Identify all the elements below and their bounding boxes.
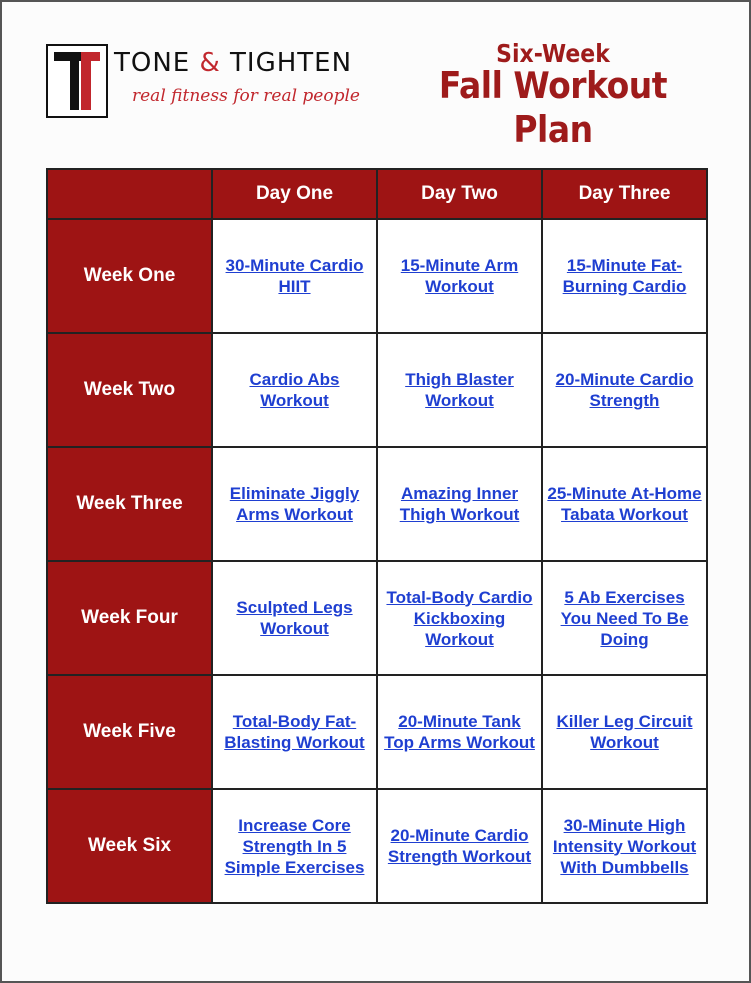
workout-link[interactable]: 20-Minute Cardio Strength bbox=[555, 370, 694, 410]
row-header-week-one: Week One bbox=[47, 219, 212, 333]
table-cell bbox=[212, 789, 377, 903]
table-corner-cell bbox=[47, 169, 212, 219]
table-row-week-one bbox=[47, 219, 707, 333]
table-row-week-six bbox=[47, 789, 707, 903]
brand-name-part1: TONE bbox=[114, 48, 191, 78]
workout-link[interactable]: Total-Body Fat-Blasting Workout bbox=[224, 712, 365, 752]
brand-ampersand: & bbox=[199, 48, 221, 78]
title-heading: Fall Workout Plan bbox=[438, 64, 668, 151]
table-cell bbox=[212, 219, 377, 333]
table-cell bbox=[377, 333, 542, 447]
column-header-day-two: Day Two bbox=[377, 169, 542, 219]
row-header-week-two: Week Two bbox=[47, 333, 212, 447]
workout-link[interactable]: 15-Minute Fat-Burning Cardio bbox=[562, 256, 687, 296]
table-cell bbox=[542, 447, 707, 561]
table-cell bbox=[377, 447, 542, 561]
table-row-week-three bbox=[47, 447, 707, 561]
table-cell bbox=[212, 675, 377, 789]
workout-link[interactable]: 15-Minute Arm Workout bbox=[400, 256, 519, 296]
table-cell bbox=[542, 333, 707, 447]
workout-link[interactable]: Amazing Inner Thigh Workout bbox=[399, 484, 520, 524]
row-header-week-four: Week Four bbox=[47, 561, 212, 675]
workout-link[interactable]: 30-Minute Cardio HIIT bbox=[225, 256, 364, 296]
table-cell bbox=[212, 561, 377, 675]
table-cell bbox=[542, 789, 707, 903]
table-cell bbox=[212, 447, 377, 561]
table-cell bbox=[377, 561, 542, 675]
workout-link[interactable]: 25-Minute At-Home Tabata Workout bbox=[547, 484, 702, 524]
title-subheading: Six-Week bbox=[496, 40, 610, 69]
table-cell bbox=[542, 675, 707, 789]
row-header-week-three: Week Three bbox=[47, 447, 212, 561]
column-header-day-three: Day Three bbox=[542, 169, 707, 219]
table-cell bbox=[377, 789, 542, 903]
brand-name-part2: TIGHTEN bbox=[230, 48, 353, 78]
table-header-row bbox=[47, 169, 707, 219]
table-cell bbox=[542, 561, 707, 675]
table-cell bbox=[377, 219, 542, 333]
workout-plan-table bbox=[46, 168, 708, 904]
row-header-week-five: Week Five bbox=[47, 675, 212, 789]
workout-link[interactable]: Sculpted Legs Workout bbox=[236, 598, 353, 638]
table-row-week-four bbox=[47, 561, 707, 675]
logo-t-mark-icon bbox=[46, 44, 108, 118]
workout-link[interactable]: Thigh Blaster Workout bbox=[405, 370, 514, 410]
workout-link[interactable]: 20-Minute Cardio Strength Workout bbox=[387, 826, 532, 866]
workout-link[interactable]: Cardio Abs Workout bbox=[249, 370, 340, 410]
workout-link[interactable]: Increase Core Strength In 5 Simple Exercises bbox=[224, 815, 365, 877]
workout-link[interactable]: 30-Minute High Intensity Workout With Dumbbells bbox=[552, 815, 697, 877]
table-row-week-two bbox=[47, 333, 707, 447]
table-cell bbox=[542, 219, 707, 333]
workout-link[interactable]: Eliminate Jiggly Arms Workout bbox=[229, 484, 360, 524]
workout-link[interactable]: Total-Body Cardio Kickboxing Workout bbox=[386, 587, 533, 649]
table-row-week-five bbox=[47, 675, 707, 789]
row-header-week-six: Week Six bbox=[47, 789, 212, 903]
column-header-day-one: Day One bbox=[212, 169, 377, 219]
brand-tagline: real fitness for real people bbox=[132, 86, 360, 106]
brand-logo[interactable] bbox=[46, 44, 366, 118]
workout-link[interactable]: 20-Minute Tank Top Arms Workout bbox=[384, 712, 535, 752]
table-cell bbox=[377, 675, 542, 789]
workout-link[interactable]: 5 Ab Exercises You Need To Be Doing bbox=[560, 587, 689, 649]
workout-link[interactable]: Killer Leg Circuit Workout bbox=[556, 712, 693, 752]
table-cell bbox=[212, 333, 377, 447]
page-title bbox=[412, 40, 694, 151]
brand-name bbox=[114, 50, 352, 76]
